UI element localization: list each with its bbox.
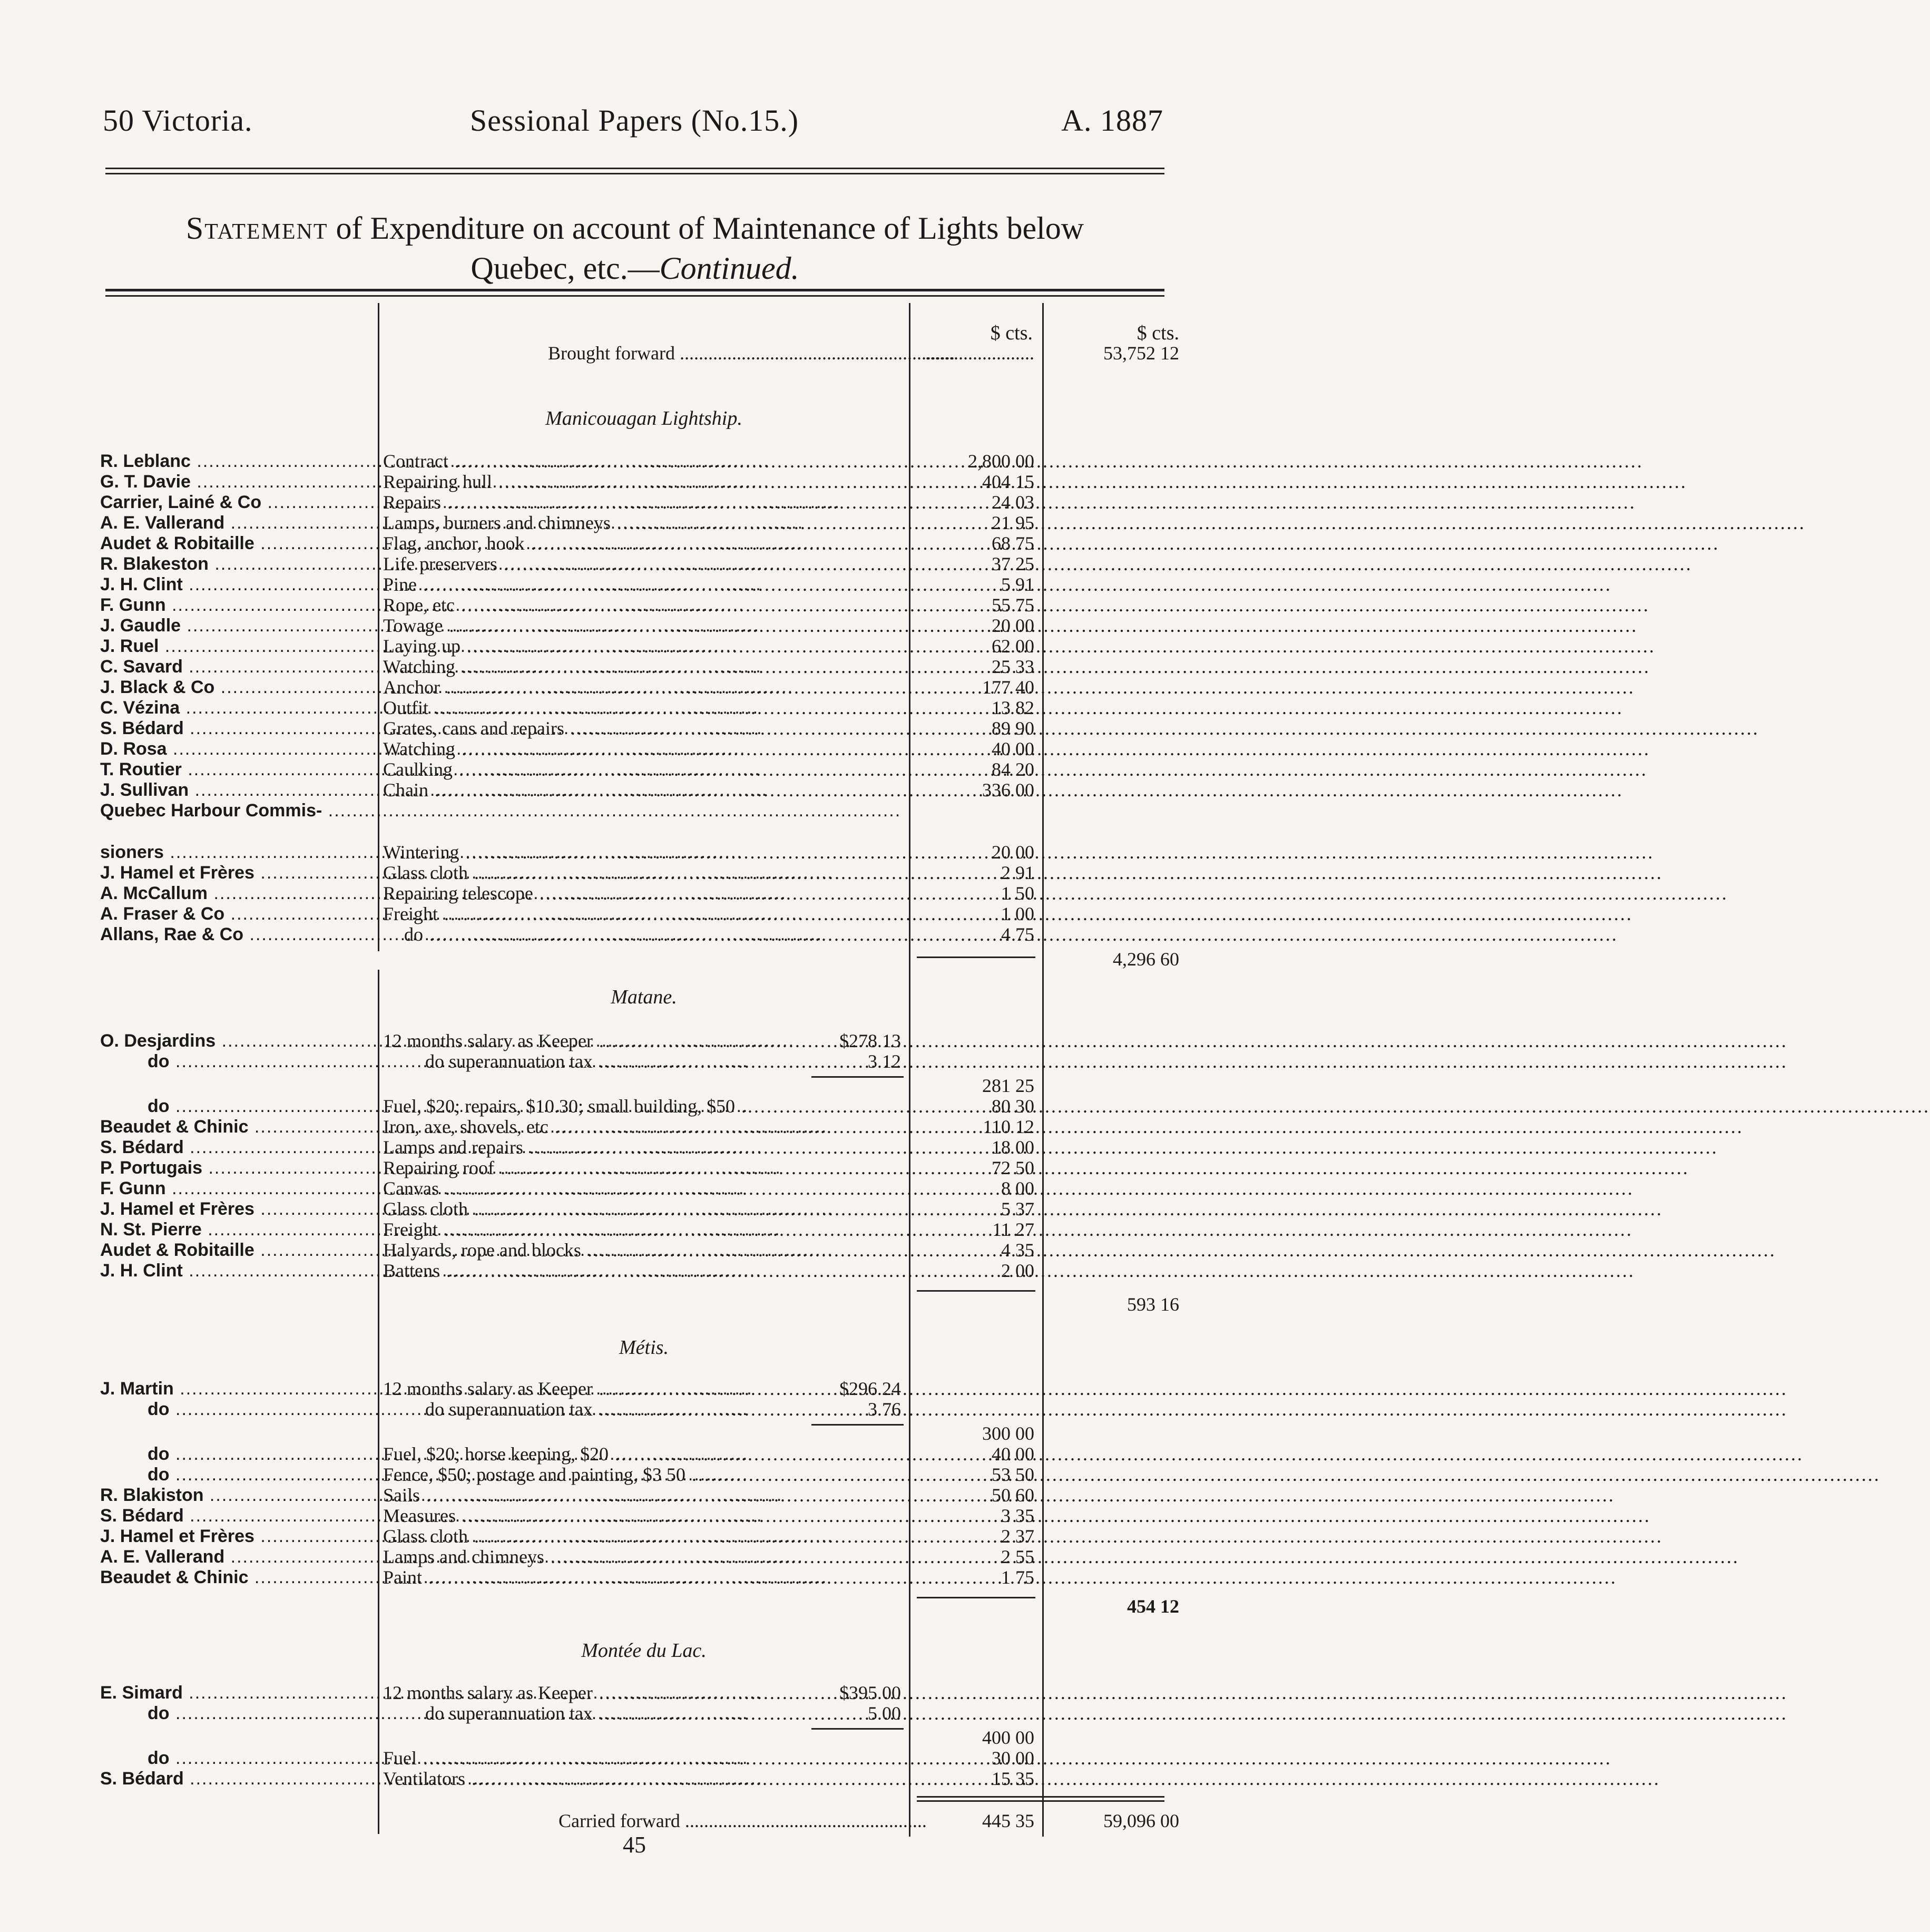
subtotal-rule xyxy=(917,1290,1035,1292)
table-row: 300 00 xyxy=(982,1423,1034,1444)
brought-forward-row xyxy=(0,343,1269,364)
table-row: F. Gunn ..... Canvas ..... 8 00 xyxy=(0,1178,1269,1199)
table-row: Carrier, Lainé & Co ..... Repairs ..... 24 03 xyxy=(0,492,1269,513)
carried-forward-label: Carried forward ................................................... xyxy=(559,1810,927,1831)
section-title: Matane. xyxy=(611,986,677,1008)
table-row: Audet & Robitaille ..... Halyards, rope and blocks ..... 4 35 xyxy=(0,1240,1269,1261)
table-row: A. E. Vallerand ..... Lamps, burners and chimneys ..... 21 95 xyxy=(0,512,1269,533)
table-row: R. Blakeston ..... Life preservers ..... 37 25 xyxy=(0,553,1269,574)
section-total: 593 16 xyxy=(1127,1294,1179,1315)
table-row: N. St. Pierre ..... Freight ..... 11 27 xyxy=(0,1219,1269,1240)
table-row: J. Black & Co ..... Anchor ..... 177 40 xyxy=(0,677,1269,698)
total-column-header: $ cts. xyxy=(1137,322,1179,344)
table-row: J. Hamel et Frères ..... Glass cloth ..... 2 91 xyxy=(0,862,1269,883)
page-number: 45 xyxy=(623,1832,646,1858)
table-row: A. E. Vallerand ..... Lamps and chimneys ..... 2 55 xyxy=(0,1546,1269,1567)
table-row: C. Vézina ..... Outfit ..... 13 82 xyxy=(0,697,1269,718)
section-total-row xyxy=(0,1294,1269,1315)
brought-forward-total: 53,752 12 xyxy=(1103,343,1179,364)
table-row: do ..... Fence, $50; postage and painting, $3 50 ..... 53 50 xyxy=(0,1464,1269,1485)
title-line1: of Expenditure on account of Maintenance of Lights below xyxy=(336,211,1084,246)
table-row: G. T. Davie ..... Repairing hull ..... 404 15 xyxy=(0,471,1269,492)
carried-forward-rule xyxy=(917,1796,1164,1798)
salary-row: O. Desjardins ..... 12 months salary as Keeper ..... $278 13 xyxy=(0,1030,1269,1051)
carried-forward-rule xyxy=(917,1800,1164,1802)
table-row: R. Blakiston ..... Sails ..... 50 60 xyxy=(0,1485,1269,1506)
table-row: sioners ..... Wintering ..... 20 00 xyxy=(0,842,1269,863)
table-row: 281 25 xyxy=(982,1075,1034,1096)
amount-column-header: $ cts. xyxy=(990,322,1033,344)
header-rule xyxy=(105,173,1164,174)
salary-row: J. Martin ..... 12 months salary as Keeper ..... $296 24 xyxy=(0,1378,1269,1399)
table-row: Quebec Harbour Commis- ..... xyxy=(0,800,1269,821)
carried-forward-total: 59,096 00 xyxy=(1103,1810,1179,1831)
table-row: J. Sullivan ..... Chain ..... 336 00 xyxy=(0,779,1269,801)
table-row: Beaudet & Chinic ..... Paint ..... 1 75 xyxy=(0,1567,1269,1588)
header-right: A. 1887 xyxy=(1061,103,1163,138)
table-row: J. Hamel et Frères ..... Glass cloth ..... 2 37 xyxy=(0,1526,1269,1547)
table-row: do ..... Fuel, $20; repairs, $10.30; small building, $50 ..... 80 30 xyxy=(0,1096,1269,1117)
table-row: F. Gunn ..... Rope, etc ..... 55 75 xyxy=(0,594,1269,616)
header-center: Sessional Papers (No.15.) xyxy=(469,103,799,138)
header-left: 50 Victoria. xyxy=(103,103,253,138)
section-total: 4,296 60 xyxy=(1113,949,1179,970)
table-row: D. Rosa ..... Watching ..... 40 00 xyxy=(0,738,1269,759)
section-total: 454 12 xyxy=(1127,1596,1179,1617)
table-top-rule xyxy=(105,295,1164,297)
table-row: C. Savard ..... Watching ..... 25 33 xyxy=(0,656,1269,677)
salary-row: do ..... do superannuation tax ..... 3 12 xyxy=(0,1051,1269,1072)
carried-forward-amount: 445 35 xyxy=(982,1810,1034,1831)
table-row: S. Bédard ..... Grates, cans and repairs ..... 89 90 xyxy=(0,718,1269,739)
table-row: Beaudet & Chinic ..... Iron, axe, shovels, etc ..... 110 12 xyxy=(0,1116,1269,1137)
salary-row: do ..... do superannuation tax ..... 3 76 xyxy=(0,1399,1269,1420)
table-row: do ..... Fuel, $20; horse keeping, $20 ..... 40 00 xyxy=(0,1443,1269,1465)
table-row: A. McCallum ..... Repairing telescope ..... 1 50 xyxy=(0,883,1269,904)
salary-row: do ..... do superannuation tax ..... 5 00 xyxy=(0,1703,1269,1724)
table-row: 400 00 xyxy=(982,1727,1034,1748)
table-row: J. Hamel et Frères ..... Glass cloth ..... 5 37 xyxy=(0,1198,1269,1219)
brought-forward-label: Brought forward .......................................................... xyxy=(548,343,955,364)
section-title: Métis. xyxy=(619,1336,669,1359)
table-row: S. Bédard ..... Lamps and repairs ..... 18 00 xyxy=(0,1137,1269,1158)
table-row: R. Leblanc ..... Contract ..... 2,800 00 xyxy=(0,451,1269,472)
table-row: A. Fraser & Co ..... Freight ..... 1 00 xyxy=(0,903,1269,924)
table-row: J. Ruel ..... Laying up ..... 62 00 xyxy=(0,636,1269,657)
title-line2: Quebec, etc.— xyxy=(471,251,660,286)
table-row: S. Bédard ..... Ventilators ..... 15 35 xyxy=(0,1768,1269,1789)
table-row: S. Bédard ..... Measures ..... 3 35 xyxy=(0,1505,1269,1526)
table-row: do ..... Fuel ..... 30 00 xyxy=(0,1748,1269,1769)
title-continued: Continued. xyxy=(659,251,799,286)
title-smallcaps: Statement xyxy=(185,211,328,246)
table-row: Audet & Robitaille ..... Flag, anchor, hook ..... 68 75 xyxy=(0,533,1269,554)
header-rule xyxy=(105,168,1164,169)
section-total-row xyxy=(0,949,1269,970)
section-title: Manicouagan Lightship. xyxy=(545,407,742,430)
table-top-rule xyxy=(105,289,1164,291)
table-row: J. H. Clint ..... Pine ..... 5 91 xyxy=(0,574,1269,595)
table-row: Allans, Rae & Co ..... do ..... 4 75 xyxy=(0,924,1269,945)
salary-row: E. Simard ..... 12 months salary as Keeper ..... $395 00 xyxy=(0,1682,1269,1703)
table-row: T. Routier ..... Caulking ..... 84 20 xyxy=(0,759,1269,780)
section-title: Montée du Lac. xyxy=(581,1640,707,1662)
brought-forward-amount-dots: ....................... xyxy=(925,343,1034,364)
table-row: J. Gaudle ..... Towage ..... 20 00 xyxy=(0,615,1269,636)
table-row: P. Portugais ..... Repairing roof ..... 72 50 xyxy=(0,1157,1269,1178)
table-row: J. H. Clint ..... Battens ..... 2 00 xyxy=(0,1260,1269,1281)
carried-forward-row xyxy=(0,1810,1269,1831)
page-title xyxy=(105,208,1164,288)
section-total-row xyxy=(0,1596,1269,1617)
